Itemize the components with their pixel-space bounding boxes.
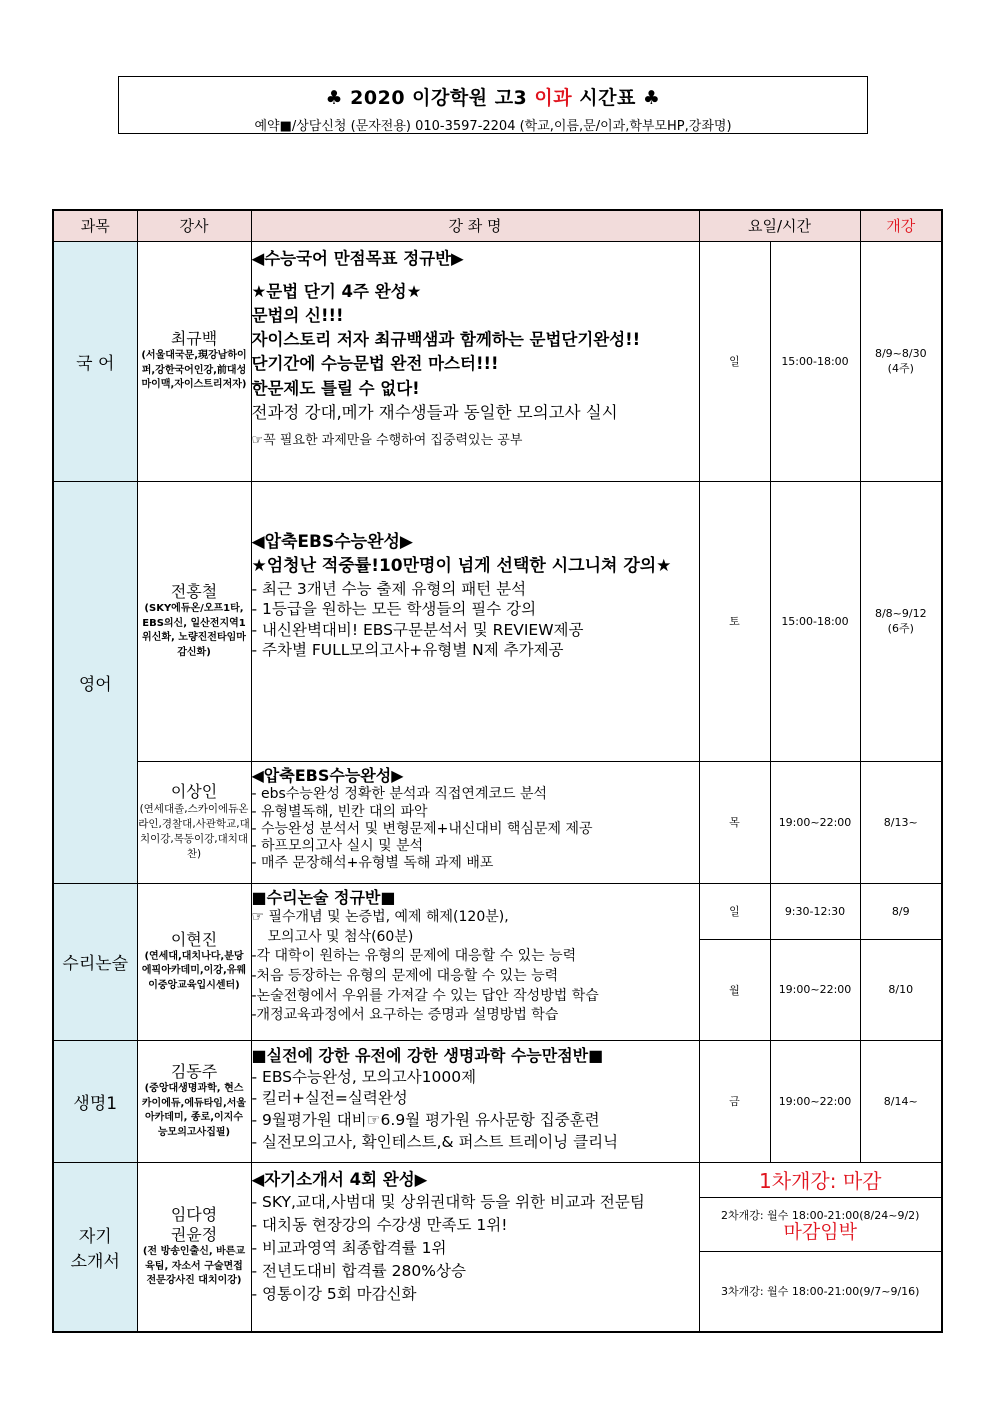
course-line: - 하프모의고사 실시 및 분석 bbox=[251, 837, 424, 854]
course-title: ◀수능국어 만점목표 정규반▶ bbox=[251, 248, 464, 268]
course-cell bbox=[251, 883, 699, 1040]
course-line: - 킬러+실전=실력완성 bbox=[251, 1089, 408, 1108]
teacher-name: 이현진 bbox=[170, 929, 218, 949]
teacher-cell bbox=[137, 481, 251, 761]
teacher-name: 권윤정 bbox=[170, 1225, 218, 1244]
teacher-desc: (서울대국문,現강남하이퍼,강한국어인강,前대성마이맥,자이스트리저자) bbox=[141, 350, 247, 391]
course-line: ★문법 단기 4주 완성★ bbox=[251, 281, 422, 301]
col-course: 강 좌 명 bbox=[251, 210, 699, 241]
start-cell: 8/9 bbox=[860, 883, 942, 939]
course-line: - ebs수능완성 정확한 분석과 직접연계코드 분석 bbox=[251, 786, 548, 803]
table-row bbox=[53, 1040, 942, 1162]
time-cell: 15:00-18:00 bbox=[770, 481, 860, 761]
round2-status: 마감임박 bbox=[783, 1221, 857, 1244]
teacher-name: 임다영 bbox=[170, 1205, 218, 1224]
course-line: - EBS수능완성, 모의고사1000제 bbox=[251, 1067, 477, 1086]
course-cell bbox=[251, 1040, 699, 1162]
course-line: - 내신완벽대비! EBS구문분석서 및 REVIEW제공 bbox=[251, 620, 584, 639]
subject-cell: 자기 소개서 bbox=[53, 1162, 137, 1332]
col-subject: 과목 bbox=[53, 210, 137, 241]
course-line: -각 대학이 원하는 유형의 문제에 대응할 수 있는 능력 bbox=[251, 948, 577, 965]
table-row bbox=[53, 241, 942, 481]
course-cell bbox=[251, 241, 699, 481]
round3-cell: 3차개강: 월수 18:00-21:00(9/7~9/16) bbox=[699, 1251, 942, 1332]
header-box bbox=[118, 76, 868, 134]
subject-cell: 수리논술 bbox=[53, 883, 137, 1040]
col-teacher: 강사 bbox=[137, 210, 251, 241]
course-line: 한문제도 틀릴 수 없다! bbox=[251, 378, 420, 398]
day-cell: 목 bbox=[699, 761, 770, 883]
start-cell: 8/14~ bbox=[860, 1040, 942, 1162]
course-line: - 비교과영역 최종합격률 1위 bbox=[251, 1239, 447, 1258]
time-cell: 15:00-18:00 bbox=[770, 241, 860, 481]
timetable bbox=[52, 209, 943, 1333]
day-cell: 금 bbox=[699, 1040, 770, 1162]
course-line: ☞꼭 필요한 과제만을 수행하여 집중력있는 공부 bbox=[251, 433, 523, 449]
teacher-name: 이상인 bbox=[170, 781, 218, 801]
course-line: - 수능완성 분석서 및 변형문제+내신대비 핵심문제 제공 bbox=[251, 820, 593, 837]
course-cell bbox=[251, 481, 699, 761]
teacher-name: 최규백 bbox=[170, 329, 218, 349]
subject-cell: 생명1 bbox=[53, 1040, 137, 1162]
course-line: - 실전모의고사, 확인테스트,& 퍼스트 트레이닝 클리닉 bbox=[251, 1132, 619, 1151]
teacher-cell bbox=[137, 761, 251, 883]
course-line: -처음 등장하는 유형의 문제에 대응할 수 있는 능력 bbox=[251, 968, 559, 985]
course-line: 모의고사 및 첨삭(60분) bbox=[267, 928, 414, 945]
round2-cell bbox=[699, 1197, 942, 1251]
title-red: 이과 bbox=[534, 87, 573, 109]
course-line: - 대치동 현장강의 수강생 만족도 1위! bbox=[251, 1216, 508, 1235]
table-row bbox=[53, 1162, 942, 1197]
course-line: 문법의 신!!! bbox=[251, 305, 344, 325]
course-line: - 전년도대비 합격률 280%상승 bbox=[251, 1262, 466, 1281]
course-line: - 최근 3개년 수능 출제 유형의 패턴 분석 bbox=[251, 579, 527, 598]
teacher-desc: (연세대졸,스카이에듀온라인,경찰대,사관학교,대치이강,목동이강,대치대찬) bbox=[138, 802, 250, 861]
table-row bbox=[53, 761, 942, 883]
time-cell: 19:00~22:00 bbox=[770, 1040, 860, 1162]
page-subtitle: 예약■/상담신청 (문자전용) 010-3597-2204 (학교,이름,문/이과,학부모HP,강좌명) bbox=[254, 119, 732, 134]
course-title: ■수리논술 정규반■ bbox=[251, 887, 396, 907]
course-line: - 9월평가원 대비☞6.9월 평가원 유사문항 집중훈련 bbox=[251, 1110, 600, 1129]
title-suffix: 시간표 ♣ bbox=[572, 87, 661, 109]
time-cell: 19:00~22:00 bbox=[770, 761, 860, 883]
start-cell: 8/13~ bbox=[860, 761, 942, 883]
course-line: -개정교육과정에서 요구하는 증명과 설명방법 학습 bbox=[251, 1007, 559, 1024]
header-row bbox=[53, 210, 942, 241]
course-title: ◀압축EBS수능완성▶ bbox=[251, 532, 413, 553]
course-line: 단기간에 수능문법 완전 마스터!!! bbox=[251, 354, 499, 374]
course-line: - 1등급을 원하는 모든 학생들의 필수 강의 bbox=[251, 600, 537, 619]
teacher-cell bbox=[137, 1040, 251, 1162]
start-cell: 8/8~9/12 (6주) bbox=[860, 481, 942, 761]
round1-cell: 1차개강: 마감 bbox=[699, 1162, 942, 1197]
day-cell: 일 bbox=[699, 241, 770, 481]
course-title: ◀자기소개서 4회 완성▶ bbox=[251, 1169, 428, 1189]
time-cell: 19:00~22:00 bbox=[770, 939, 860, 1040]
course-line: 전과정 강대,메가 재수생들과 동일한 모의고사 실시 bbox=[251, 403, 618, 423]
course-line: 자이스토리 저자 최규백샘과 함께하는 문법단기완성!! bbox=[251, 330, 641, 350]
course-line: - 매주 문장해석+유형별 독해 과제 배포 bbox=[251, 855, 494, 872]
start-cell: 8/10 bbox=[860, 939, 942, 1040]
course-line: - 영통이강 5회 마감신화 bbox=[251, 1285, 417, 1304]
course-title: ■실전에 강한 유전에 강한 생명과학 수능만점반■ bbox=[251, 1045, 604, 1065]
table-row bbox=[53, 883, 942, 939]
teacher-cell bbox=[137, 883, 251, 1040]
teacher-desc: (전 방송인출신, 바른교육팀, 자소서 구술면접 전문강사진 대치이강) bbox=[142, 1246, 246, 1286]
course-cell bbox=[251, 1162, 699, 1332]
course-line: - SKY,교대,사범대 및 상위권대학 등을 위한 비교과 전문팀 bbox=[251, 1193, 645, 1212]
round2-text: 2차개강: 월수 18:00-21:00(8/24~9/2) bbox=[721, 1208, 920, 1222]
course-title: ◀압축EBS수능완성▶ bbox=[251, 765, 404, 785]
course-line: ☞ 필수개념 및 논증법, 예제 해제(120분), bbox=[251, 909, 509, 926]
teacher-desc: (SKY에듀온/오프1타, EBS의신, 일산전지역1위신화, 노량진전타임마감신화) bbox=[142, 603, 246, 658]
course-line: ★엄청난 적중률!10만명이 넘게 선택한 시그니쳐 강의★ bbox=[251, 556, 672, 577]
course-cell bbox=[251, 761, 699, 883]
col-start: 개강 bbox=[860, 210, 942, 241]
day-cell: 토 bbox=[699, 481, 770, 761]
subject-cell: 국 어 bbox=[53, 241, 137, 481]
teacher-name: 전홍철 bbox=[170, 582, 218, 601]
teacher-name: 김동주 bbox=[170, 1062, 218, 1081]
day-cell: 일 bbox=[699, 883, 770, 939]
col-schedule: 요일/시간 bbox=[699, 210, 860, 241]
subject-cell: 영어 bbox=[53, 481, 137, 883]
day-cell: 월 bbox=[699, 939, 770, 1040]
course-line: - 주차별 FULL모의고사+유형별 N제 추가제공 bbox=[251, 641, 564, 660]
teacher-desc: (연세대,대치나다,분당에픽아카데미,이강,유웨이중앙교육입시센터) bbox=[141, 950, 247, 991]
time-cell: 9:30-12:30 bbox=[770, 883, 860, 939]
page-title bbox=[119, 83, 867, 110]
teacher-desc: (중앙대생명과학, 현스카이에듀,에듀타임,서울아카데미, 종로,이지수능모의고사집필) bbox=[141, 1083, 247, 1138]
course-line: -논술전형에서 우위를 가져갈 수 있는 답안 작성방법 학습 bbox=[251, 987, 599, 1004]
teacher-cell bbox=[137, 1162, 251, 1332]
course-line: - 유형별독해, 빈칸 대의 파악 bbox=[251, 803, 428, 820]
title-prefix: ♣ 2020 이강학원 고3 bbox=[325, 87, 535, 109]
table-row bbox=[53, 481, 942, 761]
teacher-cell bbox=[137, 241, 251, 481]
start-cell: 8/9~8/30 (4주) bbox=[860, 241, 942, 481]
